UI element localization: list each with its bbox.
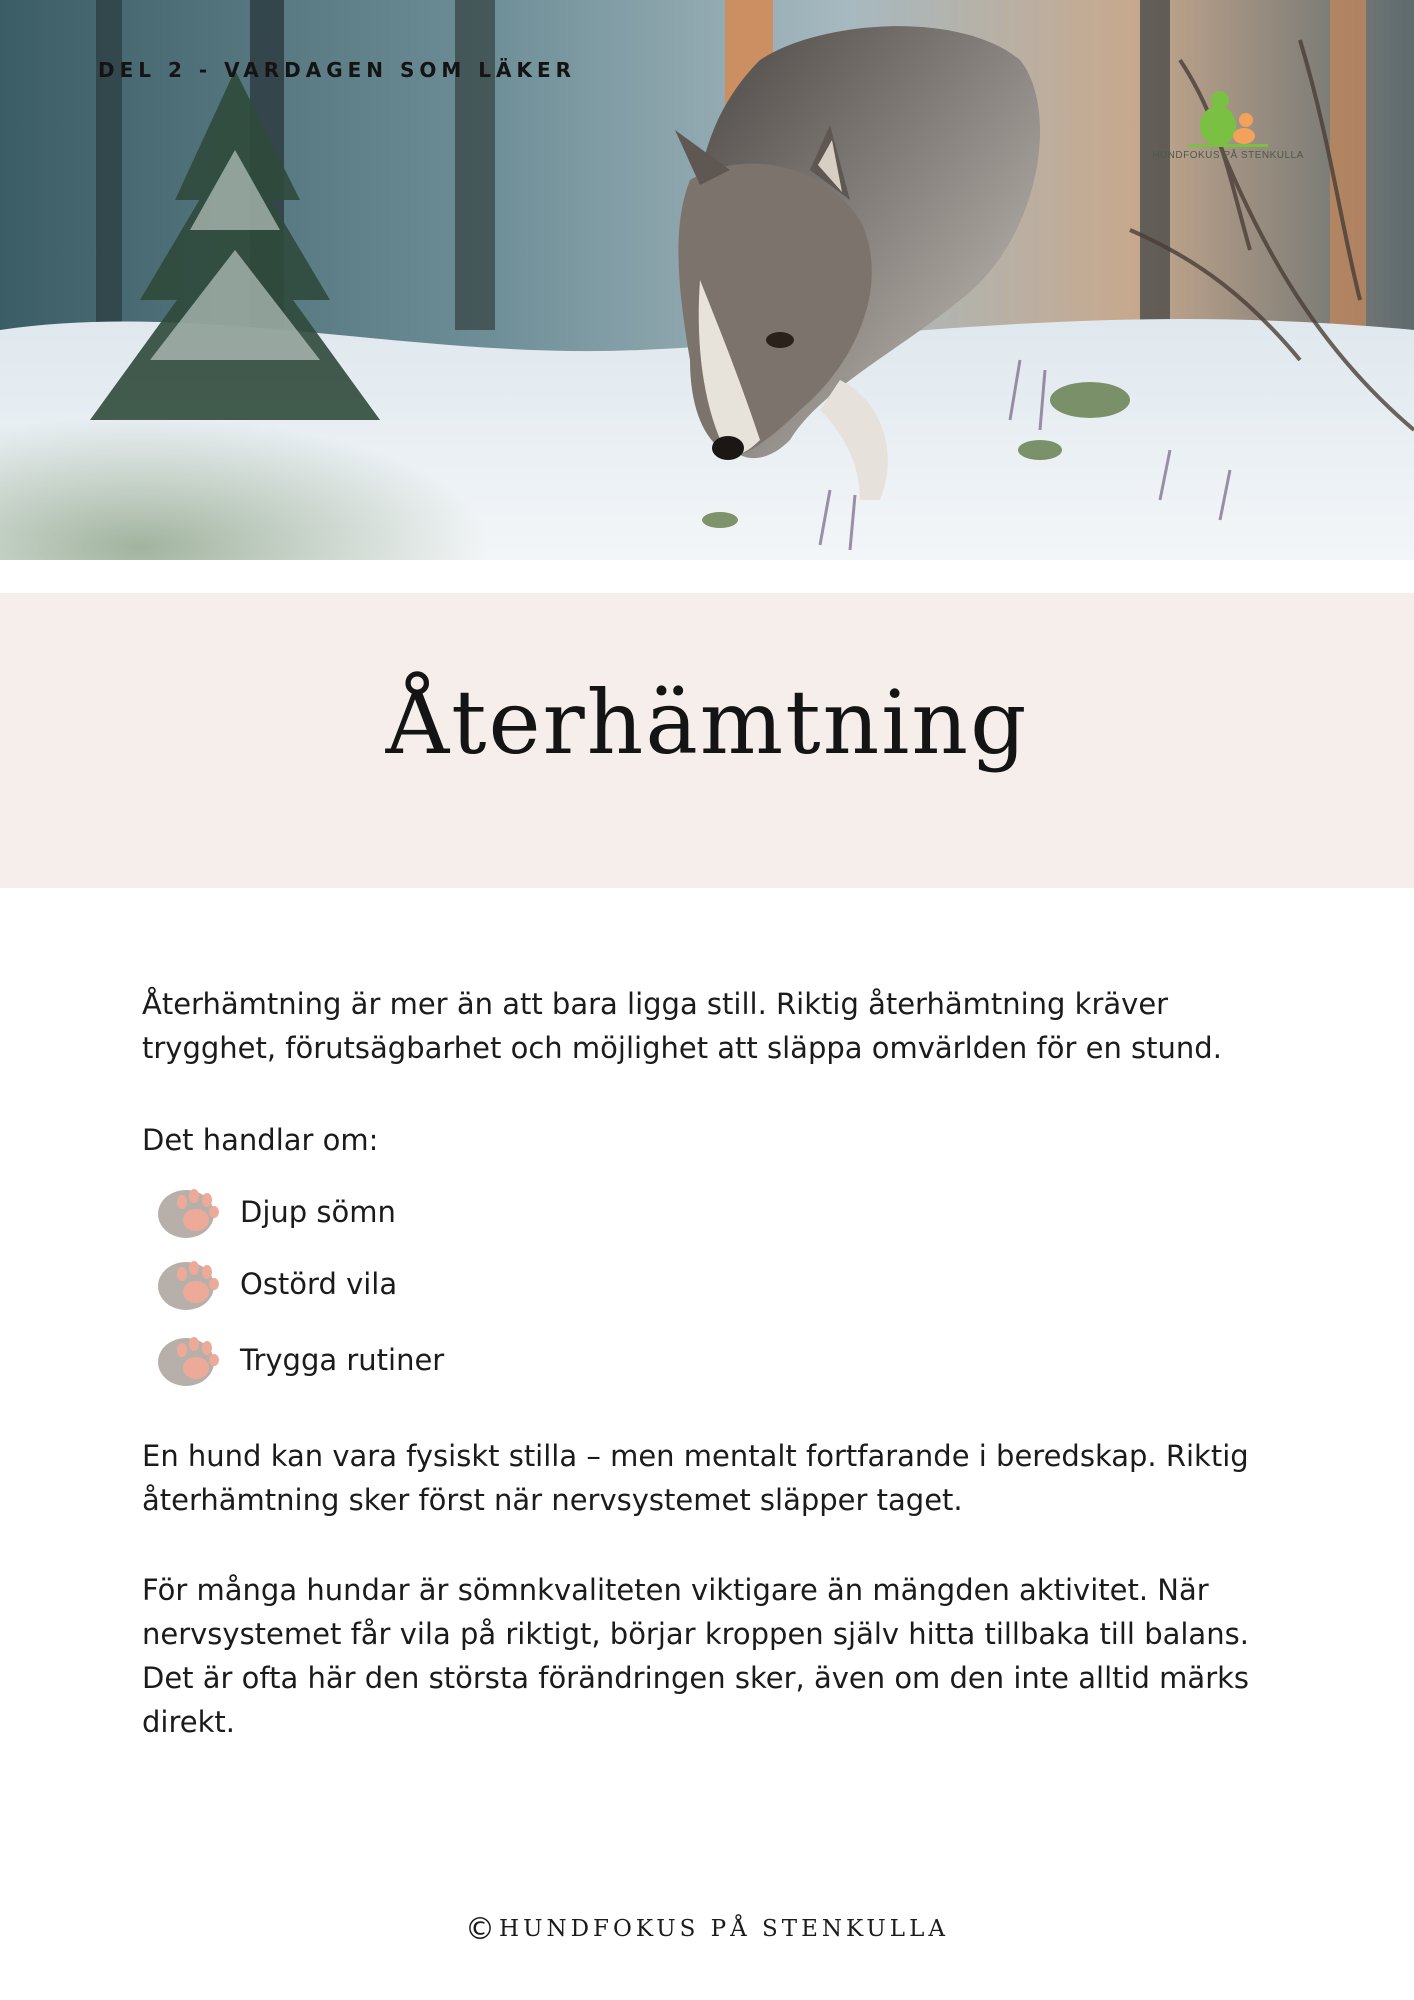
list-item [156, 1180, 756, 1242]
paw-icon [156, 1252, 228, 1314]
copyright-icon: © [465, 1912, 496, 1947]
page-title: Återhämtning [385, 671, 1029, 774]
sleep-paragraph: För många hundar är sömnkvaliteten viktigare än mängden aktivitet. När nervsystemet får vila på riktigt, börjar kroppen själv hitta tillbaka till balans. Det är ofta här den största förändringen sker, även om den inte alltid märks direkt. [142, 1573, 1250, 1739]
intro-paragraph: Återhämtning är mer än att bara ligga still. Riktig återhämtning kräver trygghet, förutsägbarhet och möjlighet att släppa omvärlden för en stund. [142, 987, 1222, 1065]
paw-icon [156, 1328, 228, 1390]
hero-photo [0, 0, 1414, 560]
brand-logo [1148, 84, 1308, 164]
dog-and-person-logo-icon [1148, 84, 1308, 150]
list-item-label: Ostörd vila [240, 1267, 398, 1301]
list-item [156, 1328, 756, 1390]
list-item [156, 1252, 756, 1314]
paw-icon [156, 1180, 228, 1242]
list-item-label: Trygga rutiner [240, 1343, 445, 1377]
list-lead: Det handlar om: [142, 1123, 379, 1157]
calm-paragraph: En hund kan vara fysiskt stilla – men mentalt fortfarande i beredskap. Riktig återhämtning sker först när nervsystemet släpper taget. [142, 1439, 1249, 1517]
part-label: DEL 2 - VARDAGEN SOM LÄKER [98, 58, 577, 82]
footer [0, 1912, 1414, 1947]
footer-text: HUNDFOKUS PÅ STENKULLA [499, 1916, 949, 1942]
title-band [0, 593, 1414, 888]
logo-text: HUNDFOKUS PÅ STENKULLA [1152, 150, 1304, 161]
list-item-label: Djup sömn [240, 1195, 396, 1229]
